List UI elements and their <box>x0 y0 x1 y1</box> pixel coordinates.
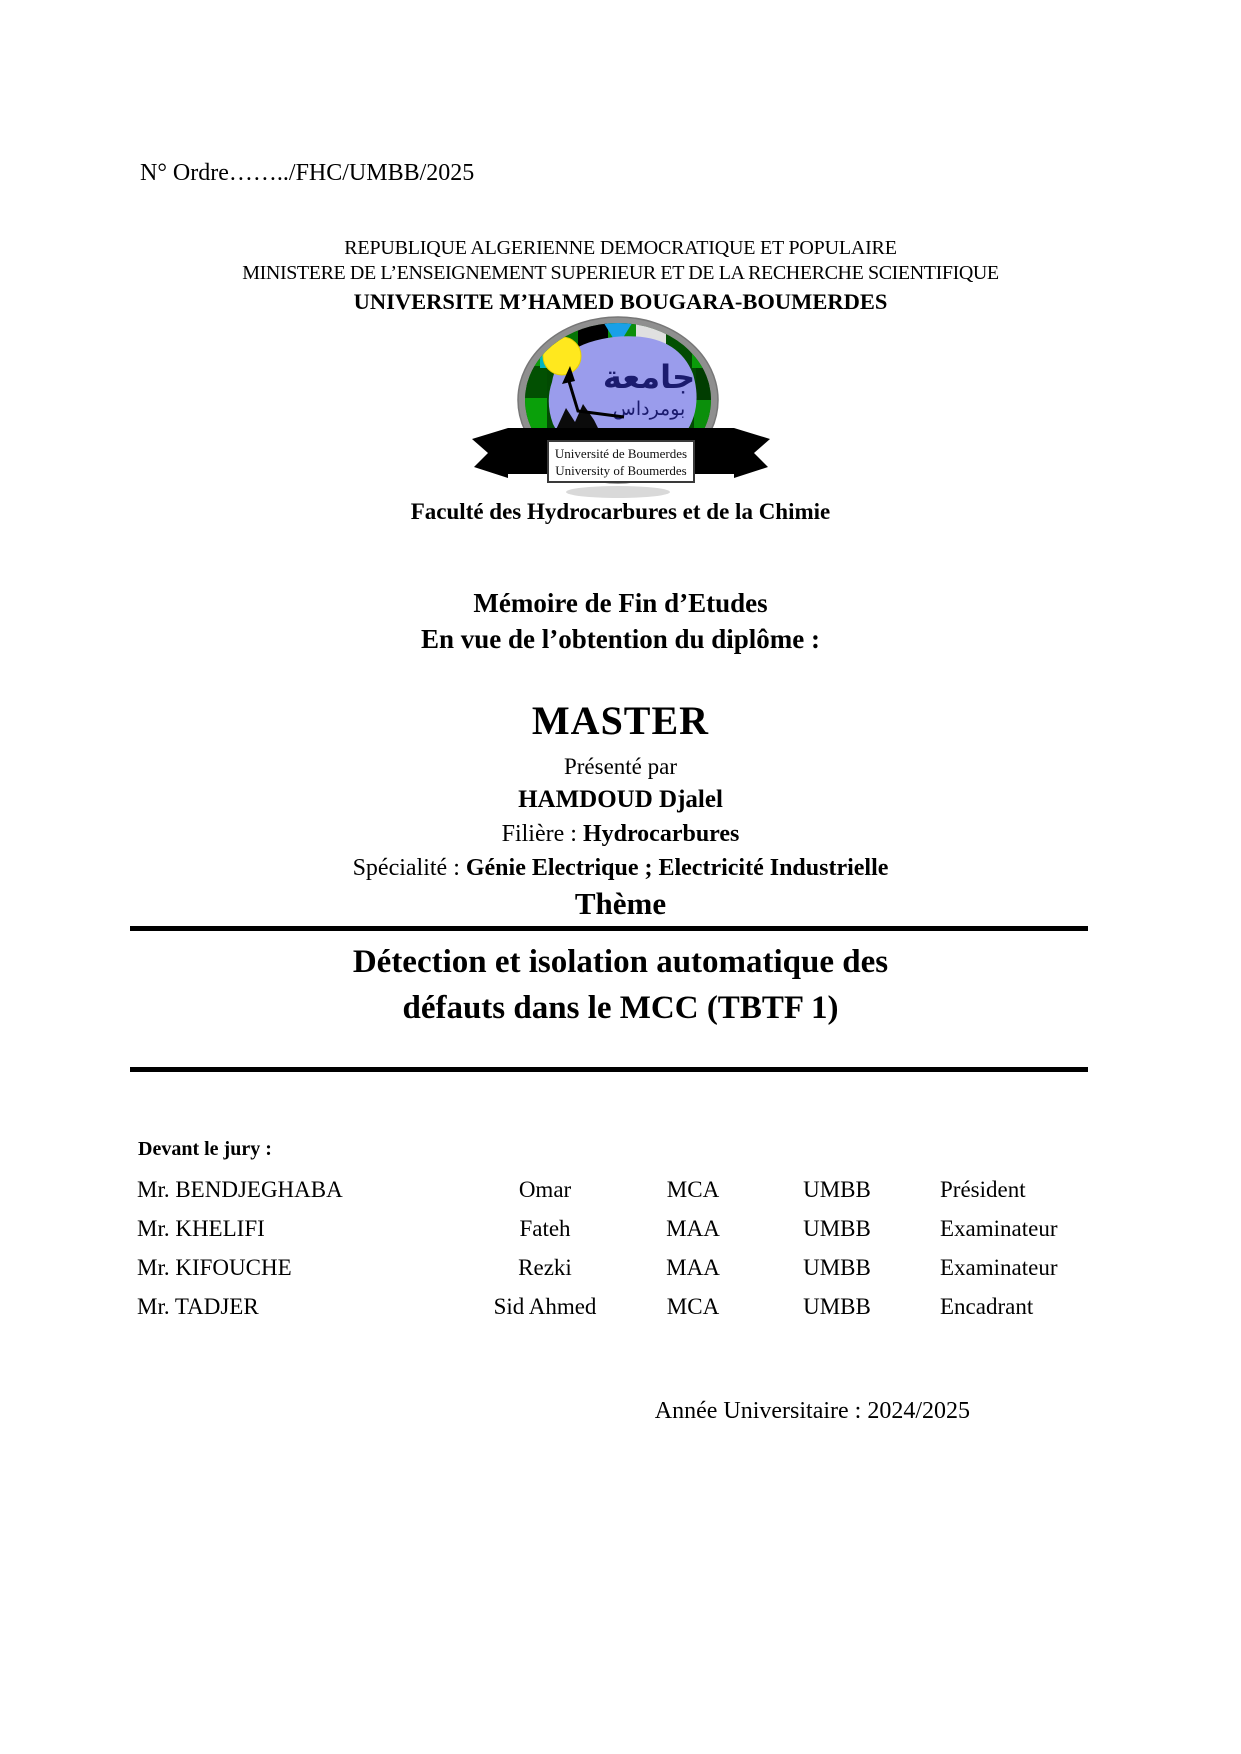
table-row <box>137 1170 1241 1209</box>
logo-banner-line1: Université de Boumerdes <box>554 446 687 461</box>
jury-role: Examinateur <box>940 1216 1058 1241</box>
jury-firstname: Omar <box>518 1177 572 1202</box>
table-row <box>137 1209 1241 1248</box>
thesis-title-line2: défauts dans le MCC (TBTF 1) <box>402 990 839 1026</box>
jury-firstname: Fateh <box>519 1216 571 1241</box>
university-emblem-graphic <box>456 316 786 500</box>
jury-grade: MCA <box>666 1177 720 1202</box>
ribbon-left-wing <box>472 428 508 478</box>
memoir-line1: Mémoire de Fin d’Etudes <box>473 588 768 618</box>
thesis-title-line1: Détection et isolation automatique des <box>352 944 889 980</box>
jury-grade: MAA <box>666 1255 720 1280</box>
degree-title: MASTER <box>531 698 710 743</box>
specialite-value: Génie Electrique ; Electricité Industrielle <box>465 855 889 881</box>
table-row <box>137 1287 1241 1326</box>
jury-heading: Devant le jury : <box>138 1138 272 1160</box>
divider-top <box>130 926 1088 931</box>
jury-name: Mr. KIFOUCHE <box>137 1255 292 1280</box>
logo-banner-line2: University of Boumerdes <box>554 463 687 478</box>
jury-role: Examinateur <box>940 1255 1058 1280</box>
jury-institution: UMBB <box>803 1294 871 1319</box>
author-name: HAMDOUD Djalel <box>518 786 723 813</box>
jury-grade: MAA <box>666 1216 720 1241</box>
logo-shadow <box>566 486 670 498</box>
academic-year: Année Universitaire : 2024/2025 <box>654 1398 970 1424</box>
jury-name: Mr. BENDJEGHABA <box>137 1177 343 1202</box>
jury-firstname: Rezki <box>518 1255 572 1280</box>
faculty-name: Faculté des Hydrocarbures et de la Chimie <box>410 499 831 524</box>
specialite-line <box>0 852 1241 884</box>
order-number: N° Ordre……../FHC/UMBB/2025 <box>140 160 475 186</box>
filiere-line <box>0 818 1241 850</box>
specialite-label: Spécialité : <box>352 855 460 881</box>
jury-institution: UMBB <box>803 1177 871 1202</box>
header-ministry: MINISTERE DE L’ENSEIGNEMENT SUPERIEUR ET DE LA RECHERCHE SCIENTIFIQUE <box>242 262 999 284</box>
university-logo <box>456 316 786 500</box>
filiere-label: Filière : <box>501 821 577 847</box>
presented-by-label: Présenté par <box>563 754 678 779</box>
jury-name: Mr. TADJER <box>137 1294 259 1319</box>
memoir-line2: En vue de l’obtention du diplôme : <box>420 624 821 654</box>
jury-table <box>137 1170 1241 1326</box>
theme-heading: Thème <box>574 886 667 921</box>
table-row <box>137 1248 1241 1287</box>
ribbon-right-wing <box>734 428 770 478</box>
jury-name: Mr. KHELIFI <box>137 1216 265 1241</box>
jury-role: Encadrant <box>940 1294 1034 1319</box>
divider-bottom <box>130 1067 1088 1072</box>
logo-arabic-top: جامعة <box>602 358 695 396</box>
filiere-value: Hydrocarbures <box>582 821 740 847</box>
logo-arabic-bottom: بومرداس <box>612 398 685 420</box>
jury-firstname: Sid Ahmed <box>493 1294 597 1319</box>
header-university: UNIVERSITE M’HAMED BOUGARA-BOUMERDES <box>353 289 888 314</box>
jury-institution: UMBB <box>803 1216 871 1241</box>
header-republic: REPUBLIQUE ALGERIENNE DEMOCRATIQUE ET POPULAIRE <box>344 237 897 259</box>
jury-institution: UMBB <box>803 1255 871 1280</box>
jury-grade: MCA <box>666 1294 720 1319</box>
jury-role: Président <box>940 1177 1026 1202</box>
